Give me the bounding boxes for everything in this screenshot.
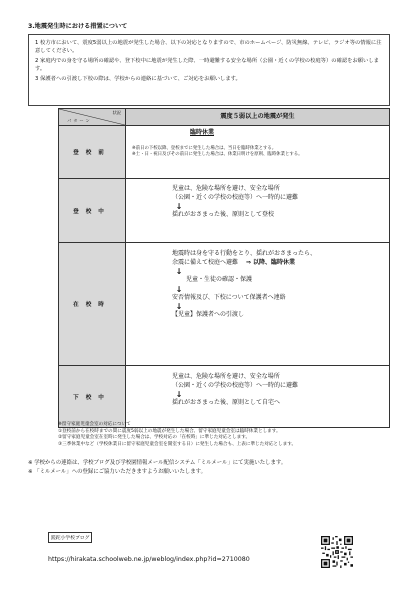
down-arrow-icon: ↓ xyxy=(175,202,183,212)
going-home-line-2: （公園・近くの学校の校庭等）へ一時的に避難 xyxy=(172,381,299,389)
table-header-row xyxy=(59,109,390,126)
down-arrow-icon: ↓ xyxy=(175,390,183,400)
section-title: 3.地震発生時における措置について xyxy=(28,23,128,30)
footnote-heading: ※留守家庭児童会室の対応について xyxy=(58,422,131,427)
temporary-closure-text: 臨時休業 xyxy=(190,129,215,136)
at-school-line-1: 地震時は身を守る行動をとり、揺れがおさまったら、 xyxy=(172,250,317,257)
bottom-note-2: ※ 「ミルメール」への登録にご協力いただきますようお願いいたします。 xyxy=(28,469,207,475)
qr-code-icon[interactable] xyxy=(321,536,353,568)
commute-line-3: 揺れがおさまった後、原則として登校 xyxy=(172,211,275,219)
blog-url-link[interactable]: https://hirakata.schoolweb.ne.jp/weblog/index.php?id=2710080 xyxy=(48,556,250,563)
down-arrow-icon: ↓ xyxy=(175,302,183,312)
bottom-notes xyxy=(28,459,286,477)
commute-line-1: 児童は、危険な場所を避け、安全な場所 xyxy=(172,185,280,192)
notice-box xyxy=(28,34,390,106)
header-situation: 状況 xyxy=(112,110,121,115)
footnotes xyxy=(58,422,296,448)
row-label-before-school: 登校前 xyxy=(73,150,111,156)
footnote-2: ②留守家庭児童会室在室時に発生した場合は、学校対応の「在校時」に準じた対応とします。 xyxy=(58,435,251,441)
down-arrow-icon: ↓ xyxy=(175,284,183,294)
note-before-school-2: ※土・日・祝日及びその前日に発生した場合は、休業日明けを原則、臨時休業とする。 xyxy=(132,151,303,157)
note-before-school-1: ※前日の下校以降、登校までに発生した場合は、当日を臨時休業とする。 xyxy=(132,145,277,151)
school-blog-label: 蹉跎小学校ブログ xyxy=(48,532,92,543)
table-row xyxy=(59,179,390,243)
table-row xyxy=(59,243,390,366)
row-label-going-home: 下校中 xyxy=(73,394,111,401)
at-school-line-2: 余震に備えて校庭へ避難 xyxy=(172,258,239,266)
notice-item-2: 2 家庭内での身を守る場所の確認や、登下校中に地震が発生した際、一時避難する安全な場所（公園・近くの学校の校庭等）の確認をお願いします。 xyxy=(35,58,379,72)
header-pattern: パターン xyxy=(67,118,92,123)
earthquake-response-table xyxy=(58,108,390,428)
down-arrow-icon: ↓ xyxy=(175,267,183,277)
going-home-line-3: 揺れがおさまった後、原則として自宅へ xyxy=(172,399,281,407)
table-row xyxy=(59,366,390,428)
at-school-line-4: 安否情報及び、下校について保護者へ連絡 xyxy=(172,293,286,301)
notice-item-1: 1 校方市において、震度5弱以上の地震が発生した場合、以下の対応となりますので、市のホームページ、防災無線、テレビ、ラジオ等の情報に注意してください。 xyxy=(35,40,382,54)
bottom-note-1: ※ 学校からの連絡は、学校ブログ及び学校園情報メール配信システム「ミルメール」にて実施いたします。 xyxy=(28,460,287,466)
header-situation-pattern-cell xyxy=(59,109,126,126)
table-row xyxy=(59,126,390,179)
row-label-commuting-to-school: 登校中 xyxy=(73,208,111,215)
at-school-line-3: 児童・生徒の確認・保護 xyxy=(186,276,253,284)
header-title-cell xyxy=(126,109,390,126)
at-school-line-5: 【児童】保護者への引渡し xyxy=(172,311,245,319)
footnote-3: ③三季休業中など（学校休業日に留守家庭児童会室を開室する日）に発生した場合も、上表に準じた対応とします。 xyxy=(58,441,297,447)
footnote-1: ①登校前から在校時までの間に震度5弱以上の地震が発生した場合、留守家庭児童会室は臨時休業とします。 xyxy=(58,428,281,434)
header-title: 震度５弱以上の地震が発生 xyxy=(220,113,295,120)
row-label-at-school: 在校時 xyxy=(73,302,111,308)
notice-item-3: 3 保護者への引渡し下校の際は、学校からの連絡に基づいて、ご対応をお願いします。 xyxy=(35,76,241,83)
at-school-closure-note: ⇒ 以降、臨時休業 xyxy=(245,258,296,266)
going-home-line-1: 児童は、危険な場所を避け、安全な場所 xyxy=(172,373,280,380)
commute-line-2: （公園・近くの学校の校庭等）へ一時的に避難 xyxy=(172,193,299,201)
